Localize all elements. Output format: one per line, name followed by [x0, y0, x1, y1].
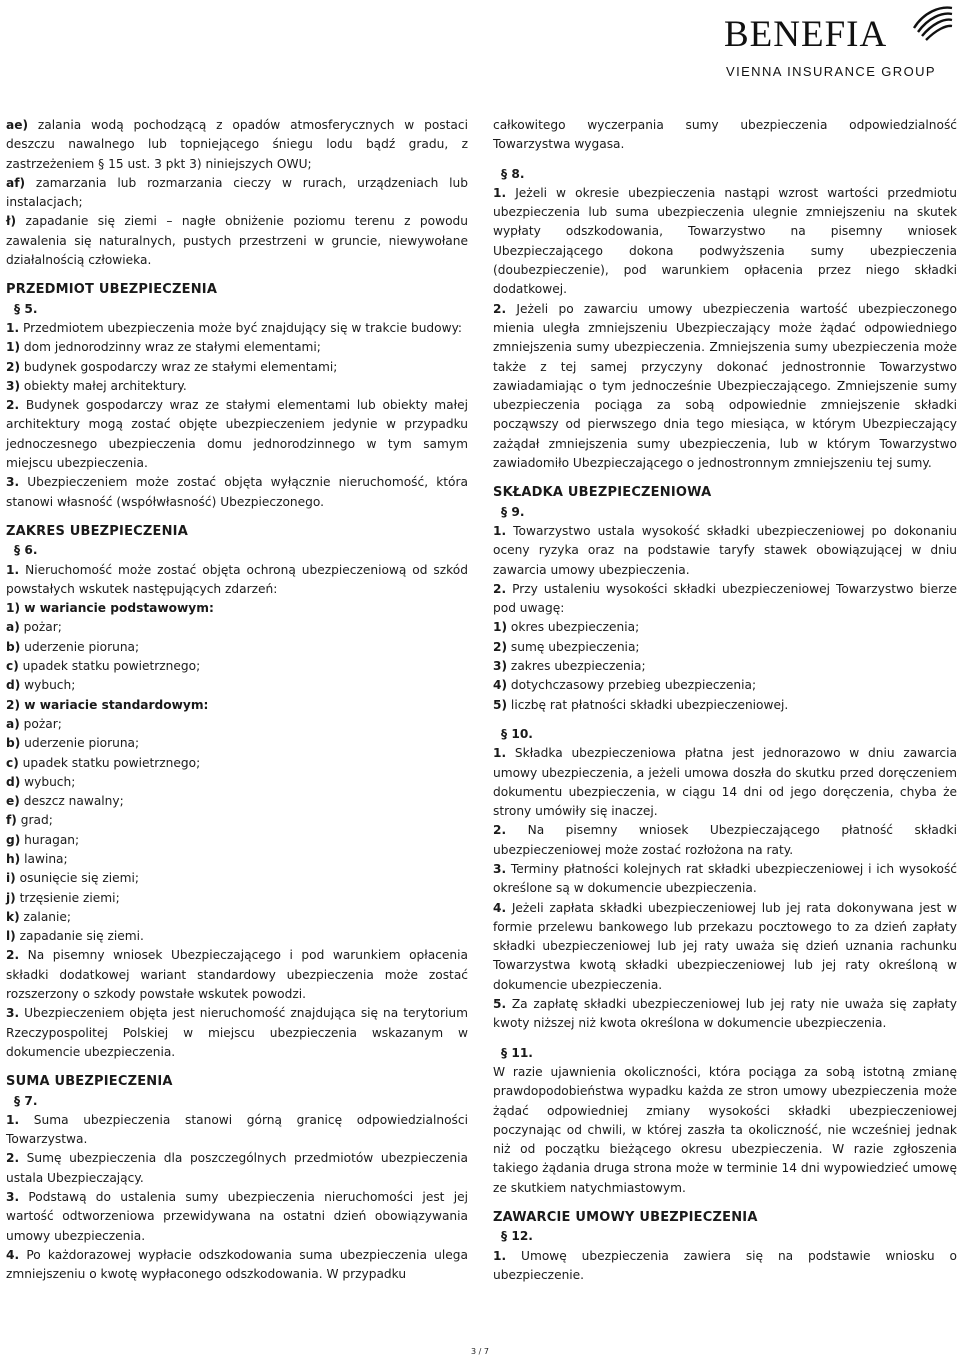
clause-text: Towarzystwo ustala wysokość składki ubezpieczeniowej po dokonaniu oceny ryzyka oraz na podstawie taryfy stawek obowiązującej w dniu zawarcia umowy ubezpieczenia. [493, 523, 957, 577]
clause [493, 995, 957, 1034]
clause [493, 618, 957, 637]
clause-text: Umowę ubezpieczenia zawiera się na podstawie wniosku o ubezpieczenie. [493, 1248, 957, 1282]
clause-number: 3) [6, 378, 21, 393]
clause [6, 338, 468, 357]
paragraph-number [14, 300, 468, 319]
clause-number: 3. [493, 861, 507, 876]
clause-text: deszcz nawalny; [19, 794, 124, 809]
clause-text: Terminy płatności kolejnych rat składki ubezpieczeniowej i ich wysokość określone są w dokumencie ubezpieczenia. [493, 861, 957, 896]
clause-text: pożar; [19, 716, 62, 731]
clause-text: Jeżeli w okresie ubezpieczenia nastąpi wzrost wartości przedmiotu ubezpieczenia lub suma ubezpieczenia ulegnie zmniejszeniu na skutek wypłaty odszkodowania, Towarzystwo na pisemny wniosek Ubezpieczającego dokona podwyższenia sumy ubezpieczenia (doubezpieczenie), pod warunkiem opłacenia przez niego składki dodatkowej. [493, 185, 957, 297]
clause-number: 1. [493, 746, 507, 761]
clause-number: 1. [493, 523, 507, 538]
clause-number: 5. [493, 997, 507, 1012]
clause [6, 927, 468, 946]
clause [6, 869, 468, 888]
spacer [493, 1034, 957, 1044]
clause [6, 599, 468, 618]
clause-number: h) [6, 851, 21, 866]
clause [493, 116, 957, 155]
clause-text: Sumę ubezpieczenia dla poszczególnych przedmiotów ubezpieczenia ustala Ubezpieczający. [6, 1151, 468, 1185]
clause [6, 638, 468, 657]
section-number: 10. [511, 726, 533, 741]
clause [493, 860, 957, 899]
clause-text: pożar; [19, 620, 62, 635]
logo-wordmark: BENEFIA [724, 14, 888, 55]
clause-text: uderzenie pioruna; [20, 639, 140, 654]
paragraph-number [501, 1044, 957, 1063]
clause-number: 4. [6, 1247, 20, 1262]
clause-number: 2. [6, 948, 20, 963]
logo-subtitle: VIENNA INSURANCE GROUP [726, 64, 936, 79]
clause-number: k) [6, 909, 20, 924]
clause-text: Ubezpieczeniem objęta jest nieruchomość znajdująca się na terytorium Rzeczypospolitej Polskiej w miejscu ubezpieczenia wskazanym w dokumencie ubezpieczenia. [6, 1006, 468, 1059]
clause [493, 696, 957, 715]
clause-number: ł) [6, 214, 17, 229]
clause-number: 3. [6, 1006, 20, 1021]
clause [6, 319, 468, 338]
clause [6, 754, 468, 773]
clause-number: 3. [6, 1190, 20, 1205]
clause-text: wybuch; [20, 774, 76, 789]
clause-text: Ubezpieczeniem może zostać objęta wyłącznie nieruchomość, która stanowi własność (współwłasność) Ubezpieczonego. [6, 475, 468, 509]
page-number: 3 / 7 [471, 1347, 489, 1356]
clause-text: uderzenie pioruna; [20, 736, 140, 751]
clause-text: Budynek gospodarczy wraz ze stałymi elementami lub obiekty małej architektury mogą zostać objęte ubezpieczeniem jedynie w przypadku jednoczesnego ubezpieczenia domu jednorodzinnego w tym samym miejscu ubezpieczenia. [6, 398, 468, 471]
section-number: 6. [24, 543, 38, 558]
clause-text: W razie ujawnienia okoliczności, która pociąga za sobą istotną zmianę prawdopodobieństwa wypadku każda ze stron umowy ubezpieczenia może żądać odpowiedniej zmiany wysokości składki ubezpieczeniowej poczynając od chwili, w której zaszła ta okoliczność, nie wcześniej jednak niż od początku bieżącego okresu ubezpieczenia. W razie zgłoszenia takiego żądania druga strona może w terminie 14 dni wypowiedzieć umowę ze skutkiem natychmiastowym. [493, 1064, 957, 1195]
clause-number: 1) [6, 340, 21, 355]
clause [6, 212, 468, 270]
section-sign: § [501, 504, 512, 519]
section-number: 9. [511, 504, 525, 519]
clause-number: d) [6, 678, 21, 693]
clause-text: liczbę rat płatności składki ubezpieczeniowej. [507, 697, 789, 712]
left-column [6, 116, 468, 1285]
clause-text: Jeżeli zapłata składki ubezpieczeniowej lub jej rata dokonywana jest w formie przelewu bankowego lub przekazu pocztowego to za dzień zapłaty składki ubezpieczeniowej lub jej raty uważa się dzień uznania rachunku Towarzystwa kwotą składki ubezpieczeniowej lub jej raty określoną w dokumencie ubezpieczenia. [493, 900, 957, 992]
paragraph-number [14, 1092, 468, 1111]
clause-number: c) [6, 659, 19, 674]
paragraph-number [501, 503, 957, 522]
section-sign: § [14, 301, 25, 316]
section-heading: SKŁADKA UBEZPIECZENIOWA [493, 485, 712, 501]
clause-number: 2) w wariacie standardowym: [6, 697, 209, 712]
clause [493, 184, 957, 300]
clause-text: sumę ubezpieczenia; [507, 639, 640, 654]
clause [493, 899, 957, 995]
clause [493, 580, 957, 619]
clause-text: całkowitego wyczerpania sumy ubezpieczenia odpowiedzialność Towarzystwa wygasa. [493, 118, 957, 152]
clause [493, 300, 957, 474]
section-heading: ZAKRES UBEZPIECZENIA [6, 523, 188, 539]
clause-text: obiekty małej architektury. [20, 378, 187, 393]
clause-text: Podstawą do ustalenia sumy ubezpieczenia nieruchomości jest jej wartość odtworzeniowa przewidywana na ostatni dzień obowiązywania umowy ubezpieczenia. [6, 1190, 468, 1243]
clause-text: Po każdorazowej wypłacie odszkodowania suma ubezpieczenia ulega zmniejszeniu o kwotę wypłaconego odszkodowania. W przypadku [6, 1247, 468, 1282]
clause [6, 1188, 468, 1246]
section-sign: § [14, 543, 25, 558]
clause-text: budynek gospodarczy wraz ze stałymi elementami; [20, 359, 338, 374]
clause [6, 1149, 468, 1188]
clause [6, 889, 468, 908]
clause-number: 4. [493, 900, 507, 915]
clause-text: osunięcie się ziemi; [15, 871, 139, 886]
clause-text: dom jednorodzinny wraz ze stałymi elementami; [20, 340, 321, 355]
clause-text: Przy ustaleniu wysokości składki ubezpieczeniowej Towarzystwo bierze pod uwagę: [493, 581, 957, 616]
benefia-logo [724, 2, 954, 82]
clause [6, 473, 468, 512]
clause [6, 1246, 468, 1285]
clause-number: e) [6, 794, 20, 809]
clause-number: 1. [6, 562, 20, 577]
clause [6, 561, 468, 600]
paragraph-number [501, 725, 957, 744]
clause-number: 1. [6, 320, 20, 335]
right-column [493, 116, 957, 1285]
clause-number: 1) w wariancie podstawowym: [6, 601, 214, 616]
clause [493, 821, 957, 860]
clause-number: 2) [6, 359, 21, 374]
clause-text: lawina; [20, 851, 68, 866]
clause-text: wybuch; [20, 678, 76, 693]
clause-number: a) [6, 716, 20, 731]
clause-number: 3. [6, 475, 20, 490]
clause-number: 2) [493, 639, 508, 654]
section-number: 11. [511, 1045, 533, 1060]
clause-text: zapadanie się ziemi – nagłe obniżenie poziomu terenu z powodu zawalenia się naturalnych, pustych przestrzeni w gruncie, niewywołane działalnością człowieka. [6, 214, 468, 268]
clause [6, 831, 468, 850]
clause-number: a) [6, 620, 20, 635]
clause-number: 1. [493, 1248, 507, 1263]
section-sign: § [501, 1229, 512, 1244]
section-sign: § [501, 166, 512, 181]
clause-number: 1. [6, 1112, 20, 1127]
clause-text: trzęsienie ziemi; [15, 890, 120, 905]
clause-number: 2. [6, 1151, 20, 1166]
clause [6, 1111, 468, 1150]
clause [6, 676, 468, 695]
clause-number: 1) [493, 620, 508, 635]
section-number: 5. [24, 301, 38, 316]
clause-text: Za zapłatę składki ubezpieczeniowej lub jej raty nie uważa się zapłaty kwoty niższej niż kwota określona w dokumencie ubezpieczenia. [493, 997, 957, 1031]
section-number: 7. [24, 1093, 38, 1108]
clause [6, 1004, 468, 1062]
clause-text: dotychczasowy przebieg ubezpieczenia; [507, 678, 757, 693]
clause-text: Nieruchomość może zostać objęta ochroną ubezpieczeniową od szkód powstałych wskutek następujących zdarzeń: [6, 562, 468, 596]
clause [493, 638, 957, 657]
clause-number: 2. [6, 398, 20, 413]
clause-text: Na pisemny wniosek Ubezpieczającego i pod warunkiem opłacenia składki dodatkowej wariant standardowy ubezpieczenia może zostać rozszerzony o szkody powstałe wskutek powodzi. [6, 948, 468, 1002]
clause [6, 773, 468, 792]
clause-text: zapadanie się ziemi. [15, 929, 144, 944]
clause-number: b) [6, 736, 21, 751]
clause-text: grad; [16, 813, 53, 828]
clause [493, 744, 957, 821]
section-heading: SUMA UBEZPIECZENIA [6, 1074, 173, 1090]
spacer [493, 155, 957, 165]
clause [6, 377, 468, 396]
clause [493, 522, 957, 580]
section-heading: PRZEDMIOT UBEZPIECZENIA [6, 282, 218, 298]
clause-text: zalania wodą pochodzącą z opadów atmosferycznych w postaci deszczu nawalnego lub topniejącego śniegu lodu bądź gradu, z zastrzeżeniem § 15 ust. 3 pkt 3) niniejszych OWU; [6, 118, 468, 171]
clause-number: g) [6, 832, 21, 847]
clause [493, 676, 957, 695]
clause [6, 946, 468, 1004]
clause [6, 657, 468, 676]
clause [6, 116, 468, 174]
clause-text: zamarzania lub rozmarzania cieczy w rurach, urządzeniach lub instalacjach; [6, 175, 468, 210]
clause [6, 396, 468, 473]
section-number: 8. [511, 166, 525, 181]
section-sign: § [501, 1045, 512, 1060]
clause [6, 618, 468, 637]
clause-number: b) [6, 639, 21, 654]
clause-number: j) [6, 890, 16, 905]
clause-text: upadek statku powietrznego; [18, 755, 201, 770]
clause-number: 2. [493, 301, 507, 316]
section-sign: § [501, 726, 512, 741]
clause [493, 1247, 957, 1286]
clause-number: af) [6, 175, 26, 190]
paragraph-number [501, 1227, 957, 1246]
clause [6, 174, 468, 213]
logo-swoosh-icon [910, 2, 954, 46]
clause-number: i) [6, 871, 16, 886]
clause-text: Na pisemny wniosek Ubezpieczającego płatność składki ubezpieczeniowej może zostać rozłożona na raty. [493, 823, 957, 857]
clause [6, 696, 468, 715]
section-sign: § [14, 1093, 25, 1108]
clause-number: 4) [493, 678, 508, 693]
clause [6, 358, 468, 377]
clause-text: huragan; [20, 832, 80, 847]
section-number: 12. [511, 1229, 533, 1244]
clause [493, 1063, 957, 1198]
clause-number: d) [6, 774, 21, 789]
clause-text: Jeżeli po zawarciu umowy ubezpieczenia wartość ubezpieczonego mienia uległa zmniejszeniu Ubezpieczający może żądać odpowiedniego zmniejszenia sumy ubezpieczenia. Zmniejszenia sumy ubezpieczenia może także z tej samej przyczyny dokonać jednostronnie Towarzystwo zawiadamiając o tym jednocześnie Ubezpieczającego. Zmniejszenie sumy ubezpieczenia pociąga za sobą odpowiednie zmniejszenie składki począwszy od pierwszego dnia tego miesiąca, w którym Ubezpieczający zażądał zmniejszenia sumy ubezpieczenia, lub w którym Towarzystwo zawiadomiło Ubezpieczającego o jednostronnym zmniejszeniu tej sumy. [493, 301, 957, 471]
clause-number: f) [6, 813, 17, 828]
clause-number: 5) [493, 697, 508, 712]
section-heading: ZAWARCIE UMOWY UBEZPIECZENIA [493, 1210, 758, 1226]
clause [6, 908, 468, 927]
clause [6, 715, 468, 734]
clause-text: Składka ubezpieczeniowa płatna jest jednorazowo w dniu zawarcia umowy ubezpieczenia, a jeżeli umowa doszła do skutku przed doręczeniem dokumentu ubezpieczenia, w ciągu 14 dni od jego doręczenia, chyba że strony umówiły się inaczej. [493, 746, 957, 819]
clause-text: zalanie; [19, 909, 71, 924]
clause [493, 657, 957, 676]
clause-number: 1. [493, 185, 507, 200]
clause-number: l) [6, 929, 16, 944]
clause-number: 2. [493, 823, 507, 838]
clause-number: 3) [493, 659, 508, 674]
clause [6, 734, 468, 753]
clause-text: zakres ubezpieczenia; [507, 659, 646, 674]
clause [6, 850, 468, 869]
clause-text: Suma ubezpieczenia stanowi górną granicę odpowiedzialności Towarzystwa. [6, 1112, 468, 1147]
clause [6, 792, 468, 811]
clause-number: ae) [6, 118, 29, 132]
clause-text: okres ubezpieczenia; [507, 620, 640, 635]
clause-number: 2. [493, 581, 507, 596]
clause-text: upadek statku powietrznego; [18, 659, 201, 674]
clause [6, 811, 468, 830]
spacer [493, 715, 957, 725]
paragraph-number [14, 541, 468, 560]
clause-text: Przedmiotem ubezpieczenia może być znajdujący się w trakcie budowy: [19, 320, 463, 335]
clause-number: c) [6, 755, 19, 770]
paragraph-number [501, 165, 957, 184]
